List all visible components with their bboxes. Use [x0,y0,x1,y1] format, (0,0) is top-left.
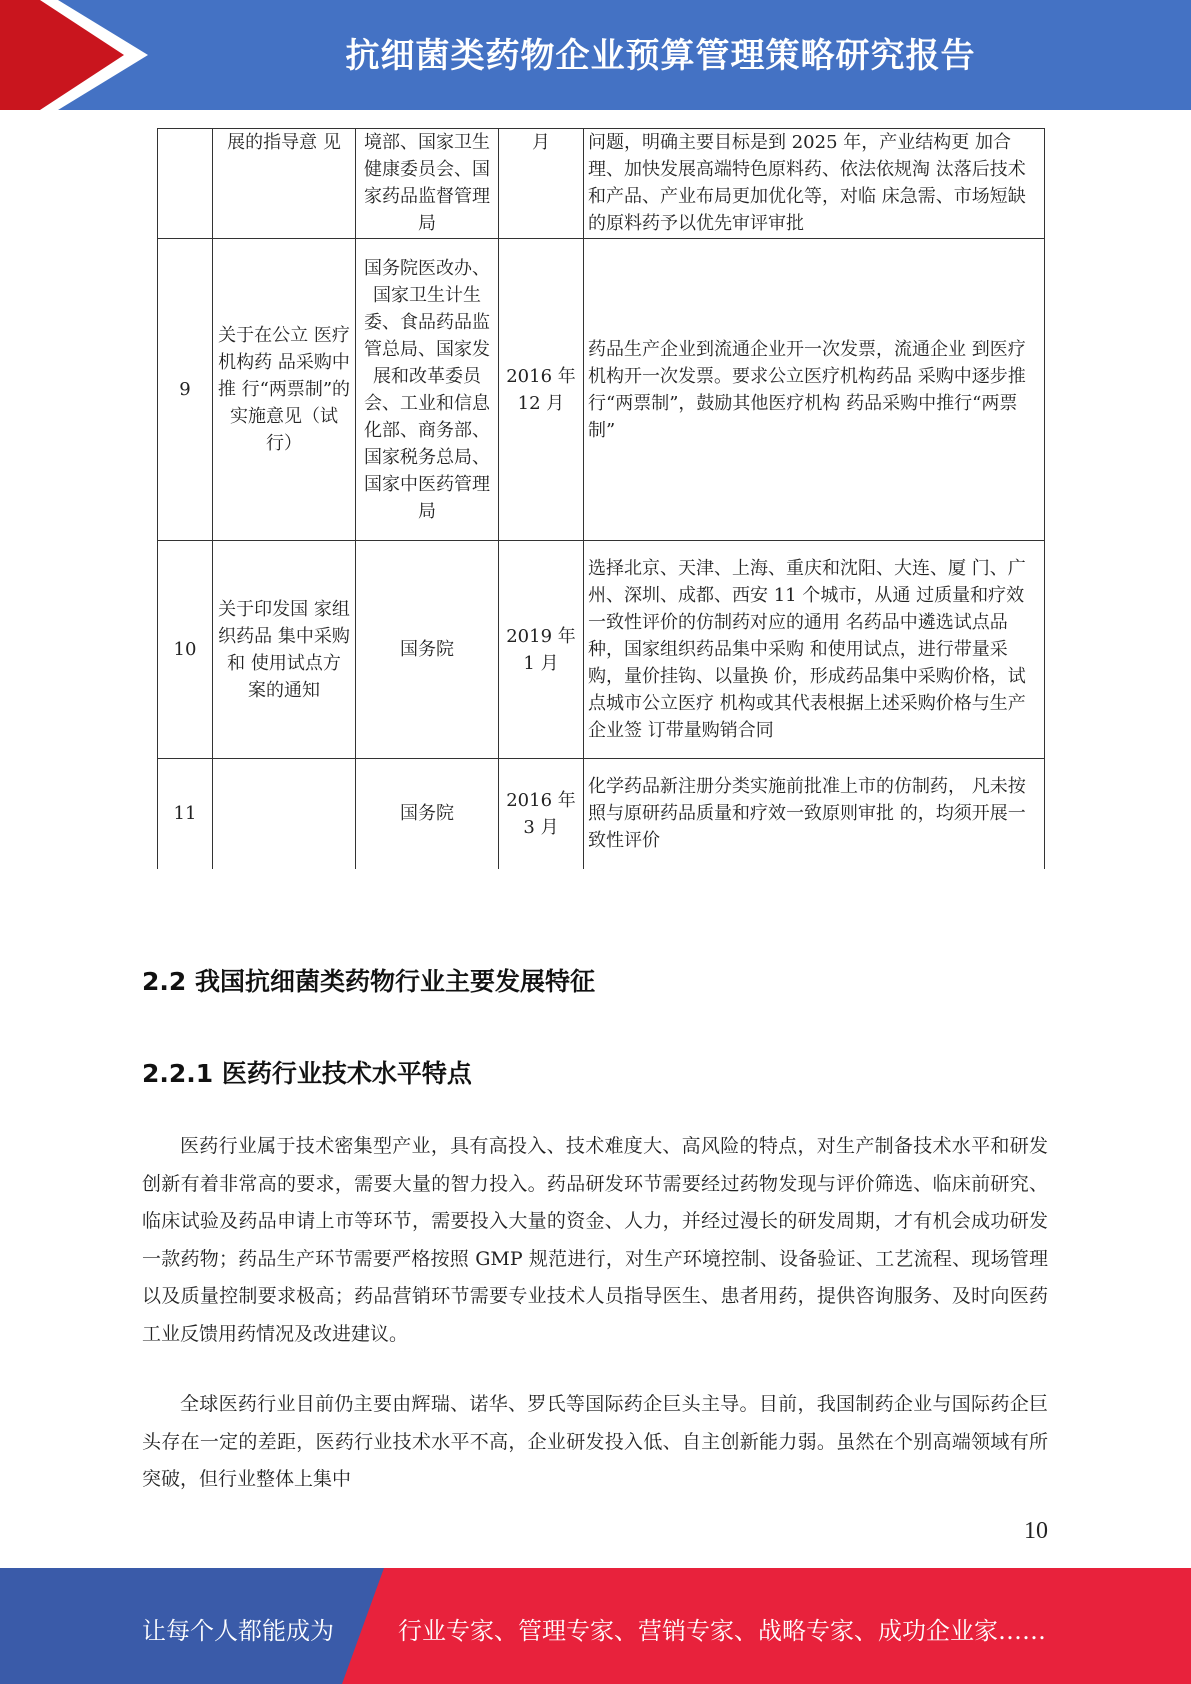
policy-name: 关于印发国 家组织药品 集中采购和 使用试点方 案的通知 [213,541,356,759]
body-paragraph: 全球医药行业目前仍主要由辉瑞、诺华、罗氏等国际药企巨头主导。目前，我国制药企业与国际药企巨头存在一定的差距，医药行业技术水平不高，企业研发投入低、自主创新能力弱。虽然在个别高端领域有所突破，但行业整体上集中 [142,1393,1048,1490]
section-heading: 2.2 我国抗细菌类药物行业主要发展特征 [142,967,595,996]
footer-slogan-left: 让每个人都能成为 [142,1617,334,1645]
page-footer [0,1568,1191,1684]
table-row [158,541,1045,759]
issue-date: 2016 年 3 月 [499,759,584,869]
page-number: 10 [1024,1518,1048,1544]
policy-content: 药品生产企业到流通企业开一次发票，流通企业 到医疗机构开一次发票。要求公立医疗机构药品 采购中逐步推行“两票制”，鼓励其他医疗机构 药品采购中推行“两票制” [584,239,1045,541]
issuing-department: 境部、国家卫生健康委员会、国家药品监督管理局 [356,129,499,239]
row-number [158,129,213,239]
row-number: 11 [158,759,213,869]
policy-content: 选择北京、天津、上海、重庆和沈阳、大连、厦 门、广州、深圳、成都、西安 11 个城市，从通 过质量和疗效一致性评价的仿制药对应的通用 名药品中遴选试点品种，国家组织药品集中采购 和使用试点，进行带量采购，量价挂钩、以量换 价，形成药品集中采购价格，试点城市公立医疗 机构或其代表根据上述采购价格与生产企业签 订带量购销合同 [584,541,1045,759]
policy-content: 化学药品新注册分类实施前批准上市的仿制药， 凡未按照与原研药品质量和疗效一致原则审批 的，均须开展一致性评价 [584,759,1045,869]
policy-table [157,128,1045,869]
page-header [0,0,1191,110]
table-row [158,759,1045,869]
issuing-department: 国务院医改办、国家卫生计生委、食品药品监管总局、国家发展和改革委员会、工业和信息化部、商务部、国家税务总局、国家中医药管理局 [356,239,499,541]
table-row [158,239,1045,541]
table-row [158,129,1045,239]
subsection-heading: 2.2.1 医药行业技术水平特点 [142,1059,472,1088]
row-number: 10 [158,541,213,759]
row-number: 9 [158,239,213,541]
issue-date: 月 [499,129,584,239]
policy-name: 关于在公立 医疗机构药 品采购中推 行“两票制”的实施意见（试行） [213,239,356,541]
policy-name: 展的指导意 见 [213,129,356,239]
policy-content: 问题，明确主要目标是到 2025 年，产业结构更 加合理、加快发展高端特色原料药、依法依规淘 汰落后技术和产品、产业布局更加优化等，对临 床急需、市场短缺的原料药予以优先审评审批 [584,129,1045,239]
policy-name [213,759,356,869]
footer-slogan-right: 行业专家、管理专家、营销专家、战略专家、成功企业家…… [398,1617,1046,1645]
issue-date: 2019 年 1 月 [499,541,584,759]
body-paragraph: 医药行业属于技术密集型产业，具有高投入、技术难度大、高风险的特点，对生产制备技术水平和研发创新有着非常高的要求，需要大量的智力投入。药品研发环节需要经过药物发现与评价筛选、临床前研究、临床试验及药品申请上市等环节，需要投入大量的资金、人力，并经过漫长的研发周期，才有机会成功研发一款药物；药品生产环节需要严格按照 GMP 规范进行，对生产环境控制、设备验证、工艺流程、现场管理以及质量控制要求极高；药品营销环节需要专业技术人员指导医生、患者用药，提供咨询服务、及时向医药工业反馈用药情况及改进建议。 [142,1135,1048,1345]
issue-date: 2016 年 12 月 [499,239,584,541]
issuing-department: 国务院 [356,759,499,869]
report-title: 抗细菌类药物企业预算管理策略研究报告 [345,36,976,76]
issuing-department: 国务院 [356,541,499,759]
